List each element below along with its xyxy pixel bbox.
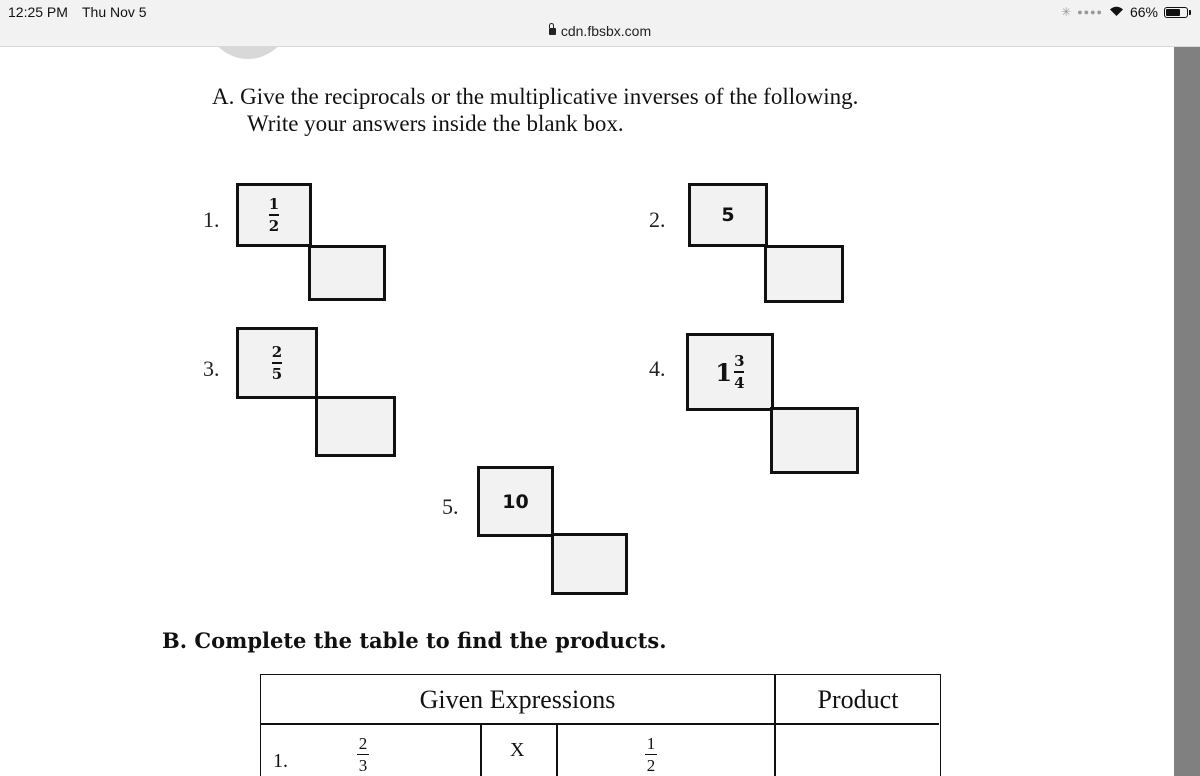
decorative-circle	[206, 47, 290, 59]
item-5-number: 5.	[442, 494, 459, 519]
fraction-bar	[269, 214, 279, 216]
status-bar	[0, 0, 1200, 47]
table-cell-divider	[556, 723, 558, 776]
item-1-given-box	[236, 183, 312, 247]
clock-date: Thu Nov 5	[82, 4, 147, 20]
denominator: 2	[268, 216, 280, 235]
wifi-icon	[1109, 5, 1124, 20]
item-4-given-box	[686, 333, 774, 411]
row-1-number: 1.	[273, 750, 288, 772]
item-3-fraction	[272, 344, 282, 382]
fraction-bar	[272, 362, 282, 364]
row-1-right-fraction	[645, 735, 657, 774]
item-2-number: 2.	[649, 207, 666, 232]
item-4-answer-box[interactable]	[770, 407, 859, 474]
denominator: 3	[358, 756, 368, 775]
numerator: 2	[271, 343, 283, 362]
part-b-heading: B. Complete the table to find the products.	[162, 628, 667, 653]
header-product: Product	[817, 685, 899, 714]
header-given-expressions: Given Expressions	[419, 685, 616, 714]
row-1-product-cell[interactable]	[776, 725, 940, 776]
item-2-given-box	[688, 183, 768, 247]
table-cell-divider	[480, 723, 482, 776]
numerator: 1	[268, 195, 280, 214]
item-3-answer-box[interactable]	[315, 396, 396, 457]
item-3-given-box	[236, 327, 318, 399]
spinner-icon: ✳	[1061, 5, 1072, 19]
part-a-instructions	[212, 83, 858, 137]
item-1-number: 1.	[203, 207, 220, 232]
item-3-number: 3.	[203, 356, 220, 381]
item-1-answer-box[interactable]	[308, 245, 386, 301]
address-bar[interactable]	[0, 23, 1200, 39]
clock-time: 12:25 PM	[8, 4, 68, 20]
row-1-left-fraction	[357, 735, 369, 774]
fraction-bar	[645, 754, 657, 755]
fraction-bar	[734, 371, 744, 373]
url-text[interactable]: cdn.fbsbx.com	[560, 23, 652, 39]
battery-percent: 66%	[1129, 4, 1158, 20]
signal-icon: ●●●●	[1077, 7, 1103, 17]
denominator: 2	[646, 756, 656, 775]
item-5-answer-box[interactable]	[551, 533, 628, 595]
denominator: 5	[271, 364, 283, 383]
item-4-fraction	[734, 353, 744, 391]
denominator: 4	[734, 373, 745, 392]
numerator: 1	[646, 734, 656, 753]
instruction-line-2: Write your answers inside the blank box.	[247, 111, 624, 136]
item-2-value: 5	[721, 204, 735, 226]
item-4-whole: 1	[715, 357, 733, 387]
item-5-given-box	[477, 466, 554, 537]
row-1-operator: X	[510, 739, 525, 761]
item-1-fraction	[269, 196, 279, 234]
lock-icon	[549, 28, 556, 35]
battery-icon	[1164, 7, 1188, 18]
item-5-value: 10	[502, 490, 529, 513]
item-4-number: 4.	[649, 356, 666, 381]
products-table	[260, 674, 941, 776]
status-indicators	[1061, 4, 1188, 20]
item-2-answer-box[interactable]	[764, 245, 844, 303]
numerator: 2	[358, 734, 368, 753]
document-page[interactable]	[0, 47, 1174, 776]
fraction-bar	[357, 754, 369, 755]
numerator: 3	[734, 352, 745, 371]
instruction-line-1: A. Give the reciprocals or the multiplicative inverses of the following.	[212, 84, 859, 109]
